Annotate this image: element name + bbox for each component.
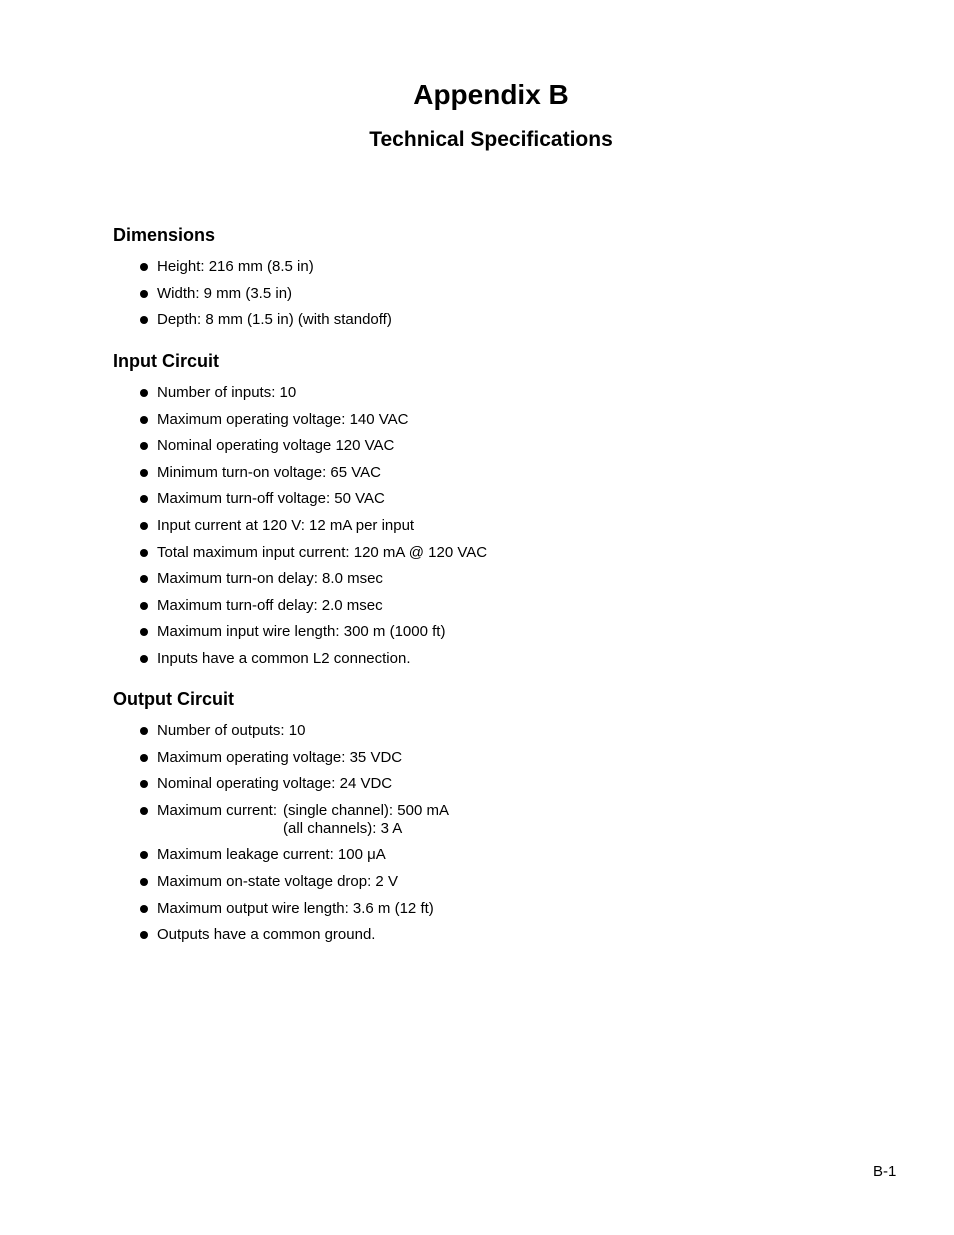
list-item — [140, 311, 392, 329]
dimensions-list — [140, 258, 392, 338]
section-heading-dimensions: Dimensions — [113, 225, 216, 245]
max-current-label: Maximum current: — [157, 801, 278, 819]
bullet-icon — [140, 316, 148, 324]
spec-text: Number of outputs: 10 — [157, 722, 306, 739]
spec-text: Maximum turn-on delay: 8.0 msec — [157, 570, 383, 588]
bullet-icon — [140, 931, 148, 939]
spec-text: Maximum turn-off voltage: 50 VAC — [157, 490, 385, 508]
max-current-row — [157, 802, 449, 838]
bullet-icon — [140, 851, 148, 859]
spec-text: Input current at 120 V: 12 mA per input — [157, 516, 415, 534]
spec-text: Maximum operating voltage: 140 VAC — [157, 410, 409, 428]
spec-text: Outputs have a common ground. — [157, 926, 376, 944]
bullet-icon — [140, 575, 148, 583]
list-item — [140, 846, 449, 864]
spec-text: Width: 9 mm (3.5 in) — [157, 284, 293, 302]
list-item — [140, 285, 392, 303]
list-item — [140, 517, 487, 535]
spec-text: Maximum operating voltage: 35 VDC — [157, 748, 403, 766]
spec-text: Inputs have a common L2 connection. — [157, 649, 411, 667]
bullet-icon — [140, 389, 148, 397]
page-subtitle: Technical Specifications — [369, 128, 613, 151]
list-item — [140, 258, 392, 276]
list-item — [140, 650, 487, 668]
bullet-icon — [140, 655, 148, 663]
spec-text: Number of inputs: 10 — [157, 384, 297, 401]
bullet-icon — [140, 469, 148, 477]
spec-text: Depth: 8 mm (1.5 in) (with standoff) — [157, 311, 392, 329]
output-circuit-list — [140, 722, 449, 953]
section-heading-input-circuit: Input Circuit — [113, 351, 219, 371]
list-item — [140, 873, 449, 891]
list-item — [140, 749, 449, 767]
spec-text: Nominal operating voltage: 24 VDC — [157, 775, 393, 793]
spec-text: Nominal operating voltage 120 VAC — [157, 437, 395, 455]
list-item — [140, 802, 449, 838]
spec-text: Minimum turn-on voltage: 65 VAC — [157, 463, 381, 481]
list-item — [140, 570, 487, 588]
list-item — [140, 437, 487, 455]
list-item — [140, 775, 449, 793]
bullet-icon — [140, 905, 148, 913]
bullet-icon — [140, 522, 148, 530]
bullet-icon — [140, 780, 148, 788]
list-item — [140, 384, 487, 402]
spec-text: Maximum output wire length: 3.6 m (12 ft) — [157, 899, 434, 917]
spec-text: Height: 216 mm (8.5 in) — [157, 258, 314, 275]
bullet-icon — [140, 495, 148, 503]
bullet-icon — [140, 442, 148, 450]
list-item — [140, 464, 487, 482]
max-current-single: (single channel): 500 mA — [283, 801, 449, 819]
list-item — [140, 926, 449, 944]
bullet-icon — [140, 263, 148, 271]
bullet-icon — [140, 807, 148, 815]
bullet-icon — [140, 727, 148, 735]
max-current-values — [283, 802, 449, 838]
spec-text: Maximum turn-off delay: 2.0 msec — [157, 596, 383, 614]
list-item — [140, 544, 487, 562]
spec-text: Maximum input wire length: 300 m (1000 ft) — [157, 623, 446, 641]
bullet-icon — [140, 549, 148, 557]
bullet-icon — [140, 602, 148, 610]
section-heading-output-circuit: Output Circuit — [113, 689, 234, 709]
list-item — [140, 411, 487, 429]
max-current-all: (all channels): 3 A — [283, 819, 403, 837]
list-item — [140, 597, 487, 615]
spec-text: Total maximum input current: 120 mA @ 120 VAC — [157, 543, 488, 561]
page-number: B-1 — [873, 1163, 897, 1180]
bullet-icon — [140, 878, 148, 886]
bullet-icon — [140, 628, 148, 636]
list-item — [140, 900, 449, 918]
list-item — [140, 722, 449, 740]
bullet-icon — [140, 416, 148, 424]
spec-text: Maximum on-state voltage drop: 2 V — [157, 872, 398, 890]
bullet-icon — [140, 754, 148, 762]
list-item — [140, 623, 487, 641]
spec-text: Maximum leakage current: 100 μA — [157, 846, 386, 864]
page-title: Appendix B — [413, 79, 569, 110]
list-item — [140, 490, 487, 508]
bullet-icon — [140, 290, 148, 298]
input-circuit-list — [140, 384, 487, 677]
